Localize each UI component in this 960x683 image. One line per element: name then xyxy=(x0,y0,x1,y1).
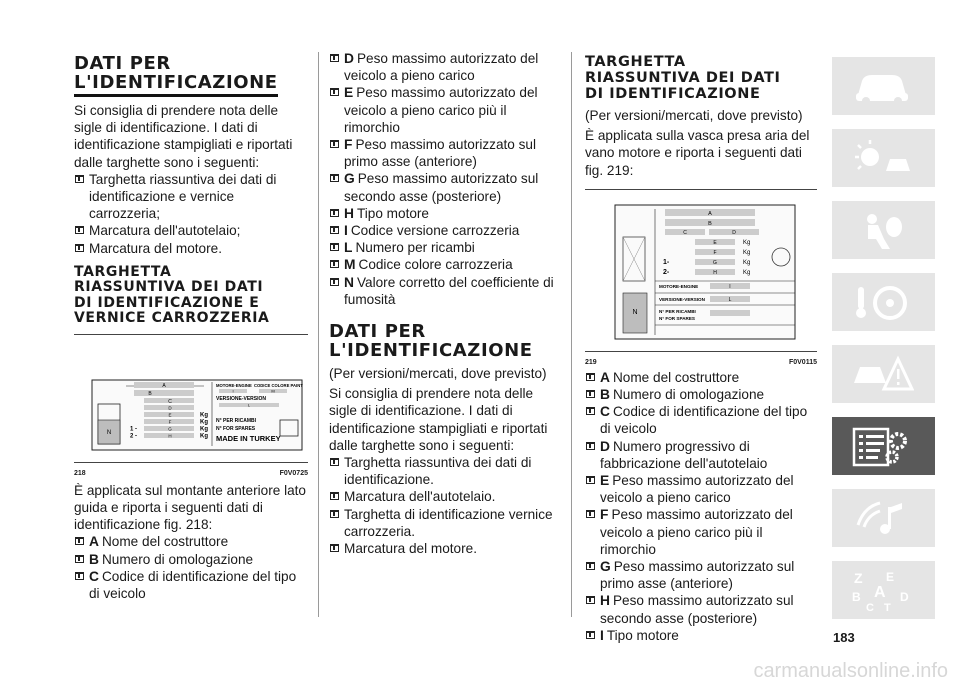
warning-lights-icon xyxy=(850,137,914,179)
plate-label-b: B xyxy=(148,390,152,397)
plate-label-motore: MOTORE-ENGINE xyxy=(216,382,252,388)
bullet-item xyxy=(329,454,561,488)
list-item xyxy=(74,568,308,602)
figure-caption xyxy=(74,465,308,482)
bullet-item xyxy=(74,222,308,239)
plate-label-kg: Kg xyxy=(743,269,751,276)
figure-number: 219 xyxy=(585,359,597,367)
plate-label-a: A xyxy=(708,210,712,217)
bullet-item xyxy=(329,506,561,540)
intro-paragraph: Si consiglia di prendere nota delle sigle di identificazione. I dati di identificazione stampigliati e riportati dalle targhette sono i seguenti: xyxy=(329,386,548,453)
column-right xyxy=(585,54,817,644)
plate-label-h: H xyxy=(168,433,172,439)
item-letter: F xyxy=(344,137,353,153)
chapter-tab-safety[interactable] xyxy=(832,201,935,259)
chapter-tab-index[interactable] xyxy=(832,561,935,619)
bullet-icon xyxy=(75,555,84,563)
bullet-text: Marcatura dell'autotelaio. xyxy=(344,489,496,505)
item-letter: C xyxy=(600,404,610,420)
svg-text:B: B xyxy=(852,590,861,604)
list-item-text xyxy=(600,506,817,558)
bullet-icon xyxy=(586,510,595,518)
heading-line: VERNICE CARROZZERIA xyxy=(74,310,270,327)
bullet-icon xyxy=(330,88,339,96)
figure-code: F0V0115 xyxy=(788,359,817,367)
list-item-text xyxy=(344,222,519,239)
plate-label-g: G xyxy=(168,426,172,432)
list-item xyxy=(329,274,561,308)
list-item-text xyxy=(600,386,764,403)
list-item-text xyxy=(600,438,817,472)
bullet-icon xyxy=(586,476,595,484)
item-letter: A xyxy=(600,369,610,385)
plate-label-i: I xyxy=(729,283,731,290)
bullet-text: Targhetta riassuntiva dei dati di identificazione. xyxy=(344,455,532,488)
bullet-icon xyxy=(330,492,339,500)
list-item-text xyxy=(600,369,739,386)
svg-text:D: D xyxy=(900,590,909,604)
bullet-icon xyxy=(330,544,339,552)
plate-label-f: F xyxy=(168,419,172,425)
plate-label-ricambi2: N° FOR SPARES xyxy=(216,425,256,432)
list-item xyxy=(329,136,561,170)
svg-text:A: A xyxy=(874,584,886,601)
item-letter: B xyxy=(89,551,99,567)
heading-line: DI IDENTIFICAZIONE E xyxy=(74,294,260,311)
list-item xyxy=(329,84,561,136)
bullet-text: Targhetta di identificazione vernice carrozzeria. xyxy=(344,506,553,539)
list-item xyxy=(585,369,817,386)
item-letter: D xyxy=(344,51,354,66)
bullet-icon xyxy=(330,260,339,268)
item-text: Codice di identificazione del tipo di veicolo xyxy=(89,568,297,602)
id-plate-219-illustration xyxy=(585,197,817,345)
subtitle: (Per versioni/mercati, dove previsto) xyxy=(329,366,547,382)
chapter-tab-emergency[interactable] xyxy=(832,345,935,403)
plate-label-colore: CODICE COLORE PAINT xyxy=(254,382,303,388)
list-item-text xyxy=(89,568,308,602)
heading-dati-identificazione-2 xyxy=(329,322,561,360)
column-left xyxy=(74,54,308,602)
technical-data-icon xyxy=(850,425,914,467)
svg-text:Z: Z xyxy=(854,570,863,586)
bullet-icon xyxy=(330,510,339,518)
list-item-text xyxy=(344,239,475,256)
list-item-text xyxy=(344,274,561,308)
list-item xyxy=(585,627,817,644)
bullet-icon xyxy=(75,226,84,234)
chapter-tab-warning-lights[interactable] xyxy=(832,129,935,187)
multimedia-icon xyxy=(850,497,914,539)
item-text: Codice versione carrozzeria xyxy=(350,223,520,239)
item-text: Numero progressivo di fabbricazione dell'autotelaio xyxy=(600,438,768,471)
heading-line: TARGHETTA xyxy=(585,54,686,70)
plate-label-ricambi1: N° PER RICAMBI xyxy=(216,417,257,424)
page-number: 183 xyxy=(833,630,855,645)
item-letter: D xyxy=(600,438,610,454)
figure-top-rule xyxy=(74,334,308,335)
plate-label-one: 1 - xyxy=(130,426,138,433)
item-text: Numero di omologazione xyxy=(101,551,254,567)
list-item xyxy=(585,438,817,472)
list-item xyxy=(74,551,308,568)
list-item xyxy=(585,506,817,558)
item-letter: A xyxy=(89,534,99,550)
item-text: Peso massimo autorizzato del veicolo a pieno carico xyxy=(344,51,539,84)
item-text: Peso massimo autorizzato sul primo asse (anteriore) xyxy=(600,559,795,592)
id-plate-218-illustration xyxy=(74,342,308,456)
item-letter: M xyxy=(344,257,356,273)
plate-label-c: C xyxy=(683,229,687,236)
item-letter: H xyxy=(600,593,610,609)
plate-label-n: N xyxy=(632,308,638,316)
list-item xyxy=(585,472,817,506)
breakdown-triangle-icon xyxy=(850,353,914,395)
plate-label-e: E xyxy=(168,412,172,418)
item-letter: N xyxy=(344,274,354,290)
figure-caption xyxy=(585,354,817,371)
item-text: Numero di omologazione xyxy=(612,387,765,403)
plate-label-kg: Kg xyxy=(200,412,208,419)
plate-label-e: E xyxy=(713,239,717,246)
plate-label-versione: VERSIONE-VERSION xyxy=(659,296,705,302)
plate-label-i: I xyxy=(232,388,234,394)
item-letter: I xyxy=(344,223,348,239)
plate-label-d: D xyxy=(732,229,736,236)
list-item xyxy=(585,558,817,592)
bullet-item xyxy=(74,240,308,257)
plate-label-kg: Kg xyxy=(200,433,208,440)
plate-label-h: H xyxy=(713,269,717,276)
bullet-icon xyxy=(586,631,595,639)
item-text: Peso massimo autorizzato sul secondo asse (posteriore) xyxy=(344,171,539,204)
plate-label-versione: VERSIONE-VERSION xyxy=(216,395,267,402)
plate-description: È applicata sul montante anteriore lato guida e riporta i seguenti dati di identificazione fig. 218: xyxy=(74,482,306,533)
list-item-text xyxy=(600,592,817,626)
item-text: Nome del costruttore xyxy=(612,369,740,385)
heading-line: DI IDENTIFICAZIONE xyxy=(585,86,761,102)
svg-text:C: C xyxy=(866,602,874,611)
plate-label-kg: Kg xyxy=(743,239,751,246)
item-letter: E xyxy=(344,85,354,101)
figure-code: F0V0725 xyxy=(279,470,308,478)
bullet-icon xyxy=(586,442,595,450)
bullet-icon xyxy=(586,390,595,398)
bullet-icon xyxy=(586,562,595,570)
list-item-text xyxy=(344,205,429,222)
heading-line: RIASSUNTIVA DEI DATI xyxy=(585,70,781,86)
plate-label-two: 2 - xyxy=(130,433,138,440)
list-item xyxy=(329,222,561,239)
plate-label-g: G xyxy=(713,259,717,266)
bullet-item xyxy=(329,540,561,557)
list-item-text xyxy=(344,136,561,170)
svg-text:T: T xyxy=(884,602,891,611)
bullet-icon xyxy=(75,175,84,183)
figure-218 xyxy=(74,342,308,478)
index-alphabet-icon xyxy=(850,569,914,611)
bullet-text: Targhetta riassuntiva dei dati di identificazione e vernice carrozzeria; xyxy=(89,171,277,222)
heading-line: L'IDENTIFICAZIONE xyxy=(74,73,278,97)
bullet-item xyxy=(74,171,308,223)
list-item xyxy=(74,533,308,550)
heading-line: RIASSUNTIVA DEI DATI xyxy=(74,279,264,296)
heading-targhetta-vernice xyxy=(74,265,308,327)
chapter-sidebar xyxy=(832,57,935,620)
figure-bottom-rule xyxy=(585,351,817,352)
list-item-text xyxy=(600,472,817,506)
list-item xyxy=(329,256,561,273)
bullet-item xyxy=(329,488,561,505)
plate-label-two: 2- xyxy=(663,268,670,276)
list-item-text xyxy=(344,256,513,273)
heading-line: TARGHETTA xyxy=(74,263,172,280)
bullet-text: Marcatura del motore. xyxy=(344,541,477,557)
plate-label-n: N xyxy=(106,429,112,436)
plate-label-made: MADE IN TURKEY xyxy=(216,433,281,443)
list-item xyxy=(329,50,561,84)
plate-label-kg: Kg xyxy=(200,426,208,433)
bullet-icon xyxy=(330,209,339,217)
plate-label-motore: MOTORE-ENGINE xyxy=(659,283,699,289)
bullet-icon xyxy=(330,140,339,148)
list-item-text xyxy=(344,170,561,204)
item-text: Codice di identificazione del tipo di veicolo xyxy=(600,404,808,437)
list-item-text xyxy=(600,627,679,644)
column-divider xyxy=(318,52,319,617)
bullet-text: Marcatura dell'autotelaio; xyxy=(89,223,241,239)
plate-label-f: F xyxy=(713,249,717,256)
list-item xyxy=(329,239,561,256)
item-text: Nome del costruttore xyxy=(101,534,229,550)
item-text: Peso massimo autorizzato del veicolo a pieno carico più il rimorchio xyxy=(600,507,793,557)
list-item-text xyxy=(89,551,253,568)
item-letter: G xyxy=(600,559,611,575)
figure-number: 218 xyxy=(74,470,86,478)
bullet-icon xyxy=(75,572,84,580)
item-letter: I xyxy=(600,627,604,643)
bullet-icon xyxy=(330,54,339,62)
item-letter: B xyxy=(600,387,610,403)
plate-label-a: A xyxy=(162,382,166,389)
item-text: Peso massimo autorizzato del veicolo a pieno carico più il rimorchio xyxy=(344,85,538,135)
heading-targhetta-dati xyxy=(585,54,817,102)
item-text: Codice colore carrozzeria xyxy=(358,257,513,273)
steering-wheel-key-icon xyxy=(850,281,914,323)
bullet-icon xyxy=(330,243,339,251)
list-item xyxy=(329,170,561,204)
item-text: Peso massimo autorizzato sul secondo asse (posteriore) xyxy=(600,593,794,626)
bullet-icon xyxy=(330,458,339,466)
list-item xyxy=(585,386,817,403)
item-letter: G xyxy=(344,171,355,187)
heading-dati-identificazione xyxy=(74,54,308,97)
plate-label-kg: Kg xyxy=(743,259,751,266)
plate-label-l: L xyxy=(247,402,251,408)
item-letter: E xyxy=(600,473,610,489)
list-item-text xyxy=(89,533,228,550)
item-text: Peso massimo autorizzato sul primo asse (anteriore) xyxy=(344,137,537,170)
item-text: Valore corretto del coefficiente di fumosità xyxy=(344,274,554,307)
figure-bottom-rule xyxy=(74,462,308,463)
heading-line: L'IDENTIFICAZIONE xyxy=(329,340,533,362)
item-text: Numero per ricambi xyxy=(355,240,475,256)
list-item-text xyxy=(600,558,817,592)
plate-label-l: L xyxy=(728,296,732,303)
list-item xyxy=(329,205,561,222)
subtitle: (Per versioni/mercati, dove previsto) xyxy=(585,108,803,123)
car-dashboard-icon xyxy=(850,65,914,107)
item-text: Peso massimo autorizzato del veicolo a pieno carico xyxy=(600,473,794,506)
bullet-text: Marcatura del motore. xyxy=(89,240,222,256)
bullet-icon xyxy=(330,174,339,182)
plate-label-c: C xyxy=(168,398,172,405)
chapter-tab-technical-data[interactable] xyxy=(832,417,935,475)
bullet-icon xyxy=(586,373,595,381)
chapter-tab-starting-driving[interactable] xyxy=(832,273,935,331)
intro-paragraph: Si consiglia di prendere nota delle sigle di identificazione. I dati di identificazione stampigliati e riportati dalle targhette sono i seguenti: xyxy=(74,103,293,170)
intro-paragraph: È applicata sulla vasca presa aria del vano motore e riporta i seguenti dati fig. 219: xyxy=(585,128,810,178)
bullet-icon xyxy=(75,537,84,545)
list-item-text xyxy=(344,84,561,136)
safety-airbag-icon xyxy=(850,209,914,251)
plate-label-m: M xyxy=(271,388,275,394)
heading-line: DATI PER xyxy=(74,53,171,74)
column-middle xyxy=(329,50,561,557)
plate-label-kg: Kg xyxy=(200,419,208,426)
bullet-icon xyxy=(586,596,595,604)
list-item xyxy=(585,592,817,626)
bullet-icon xyxy=(75,244,84,252)
plate-label-ricambi2: N° FOR SPARES xyxy=(659,315,695,321)
list-item-text xyxy=(600,403,817,437)
figure-219 xyxy=(585,197,817,369)
plate-label-one: 1- xyxy=(663,258,670,266)
plate-label-d: D xyxy=(168,405,172,411)
bullet-icon xyxy=(586,407,595,415)
plate-label-kg: Kg xyxy=(743,249,751,256)
svg-text:E: E xyxy=(886,570,895,584)
plate-label-b: B xyxy=(708,220,712,227)
column-divider xyxy=(571,52,572,617)
watermark: carmanualsonline.info xyxy=(753,660,948,682)
item-letter: F xyxy=(600,507,609,523)
item-text: Tipo motore xyxy=(356,205,429,221)
list-item-text xyxy=(344,50,561,84)
plate-label-ricambi1: N° PER RICAMBI xyxy=(659,308,696,314)
list-item xyxy=(585,403,817,437)
chapter-tab-multimedia[interactable] xyxy=(832,489,935,547)
item-letter: L xyxy=(344,240,353,256)
bullet-icon xyxy=(330,278,339,286)
heading-line: DATI PER xyxy=(329,321,426,343)
item-letter: H xyxy=(344,205,354,221)
chapter-tab-dashboard[interactable] xyxy=(832,57,935,115)
item-letter: C xyxy=(89,568,99,584)
item-text: Tipo motore xyxy=(606,627,679,643)
bullet-icon xyxy=(330,226,339,234)
figure-top-rule xyxy=(585,189,817,190)
